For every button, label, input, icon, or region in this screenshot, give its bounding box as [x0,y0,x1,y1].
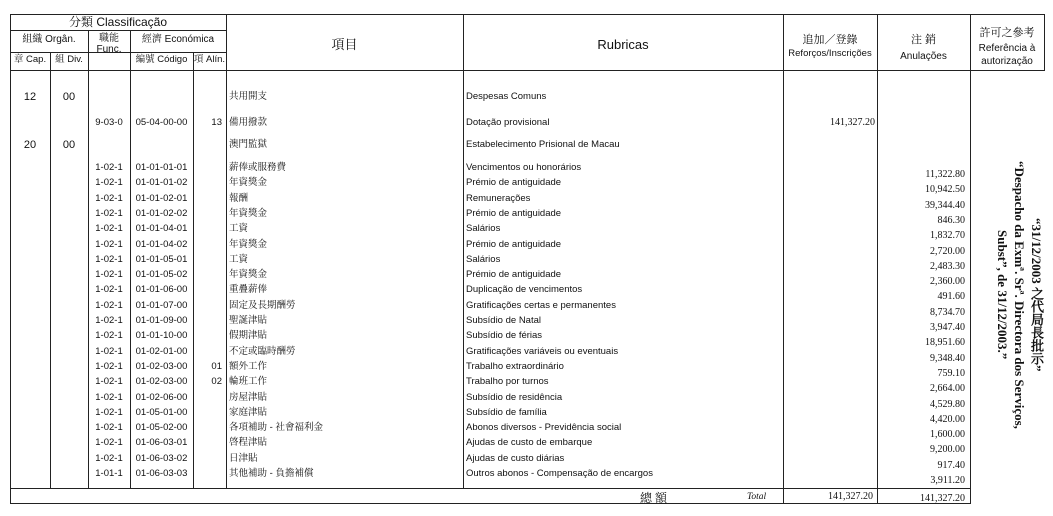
cell-anulacoes: 846.30 [937,214,965,226]
cell-rubrica: Trabalho extraordinário [466,360,564,372]
header-funcional-pt: Func. [96,44,122,55]
cell-item-zh: 房屋津貼 [229,391,268,403]
cell-rubrica: Salários [466,223,501,235]
cell-func: 1-02-1 [95,238,123,250]
col-border-right [1044,14,1045,70]
cell-item-zh: 薪俸或服務費 [229,162,287,173]
cell-anulacoes: 18,951.60 [925,337,965,349]
cell-anulacoes: 3,947.40 [930,322,965,333]
cell-func: 1-02-1 [95,177,123,189]
cell-rubrica: Outros abonos - Compensação de encargos [466,468,653,479]
cell-code: 01-02-01-00 [135,345,188,357]
cell-func: 1-02-1 [95,406,123,418]
header-ref-1: Referência à [978,43,1036,54]
cell-reforcos: 141,327.20 [830,117,875,128]
header-div: 組 Div. [55,54,83,65]
cell-item-zh: 其他補助 - 負擔補償 [229,468,314,479]
cell-code: 01-06-03-01 [135,437,188,449]
cell-rubrica: Vencimentos ou honorários [466,162,582,173]
table-bottom-border [10,503,970,504]
cell-rubrica: Trabalho por turnos [466,376,549,388]
cell-code: 01-01-02-01 [135,192,188,204]
cell-code: 01-01-04-01 [135,223,188,235]
cell-item-zh: 報酬 [229,192,249,204]
cell-code: 01-06-03-03 [135,468,188,479]
cell-anulacoes: 2,483.30 [930,260,965,272]
cell-anulacoes: 1,600.00 [930,429,965,441]
col-border-rubricas [783,14,784,504]
cell-item-zh: 各項補助 - 社會福利金 [229,422,323,434]
cell-item-zh: 固定及長期酬勞 [229,299,296,311]
cell-func: 1-02-1 [95,269,123,281]
header-ref-2: autorização [981,56,1033,67]
cell-item-zh: 工資 [229,223,249,235]
col-border-cap [50,52,51,488]
cell-item-zh: 日津貼 [229,452,258,464]
cell-code: 01-01-05-01 [135,253,188,265]
cell-item-zh: 啓程津貼 [229,437,268,449]
col-border-alin [226,14,227,488]
total-label-zh: 總 額 [640,491,668,505]
cell-anulacoes: 2,360.00 [930,276,965,288]
cell-func: 1-02-1 [95,345,123,357]
total-label-pt: Total [747,492,767,502]
cell-rubrica: Estabelecimento Prisional de Macau [466,139,620,150]
cell-code: 05-04-00-00 [135,117,188,128]
cell-func: 1-02-1 [95,360,123,372]
cell-code: 01-01-02-02 [135,207,188,219]
cell-rubrica: Gratificações variáveis ou eventuais [466,345,619,357]
cell-code: 01-01-07-00 [135,299,188,311]
cell-func: 1-02-1 [95,391,123,403]
cell-anulacoes: 8,734.70 [930,306,965,318]
cell-func: 1-01-1 [95,468,123,479]
cell-func: 1-02-1 [95,422,123,434]
cell-anulacoes: 9,200.00 [930,444,965,456]
cell-code: 01-01-10-00 [135,330,188,342]
header-bottom-border [10,70,1045,71]
cell-func: 1-02-1 [95,162,123,173]
header-funcional: 職能 [99,33,119,44]
cell-anulacoes: 11,322.80 [925,169,965,180]
authorization-note [985,150,1045,440]
cell-item-zh: 額外工作 [229,360,268,372]
cell-code: 01-01-05-02 [135,269,188,281]
cell-func: 1-02-1 [95,192,123,204]
header-alin: 項 Alín. [193,54,226,65]
cell-rubrica: Prémio de antiguidade [466,238,562,250]
col-border-anulacoes [970,14,971,504]
cell-code: 01-01-01-02 [135,177,188,189]
cell-code: 01-01-06-00 [135,284,188,296]
cell-func: 1-02-1 [95,315,123,326]
cell-item-zh: 共用開支 [229,91,268,102]
cell-func: 1-02-1 [95,376,123,388]
cell-rubrica: Despesas Comuns [466,91,547,102]
cell-item-zh: 年資獎金 [229,177,268,189]
header-item: 項目 [331,37,358,52]
cell-code: 01-02-03-00 [135,360,188,372]
cell-cap: 12 [23,91,37,103]
cell-func: 1-02-1 [95,452,123,464]
cell-rubrica: Subsídio de Natal [466,315,541,326]
cell-code: 01-05-02-00 [135,422,188,434]
total-reforcos: 141,327.20 [828,491,873,502]
header-anulacoes-zh: 注 銷 [910,34,937,46]
authorization-line-1: “31/12/2003 之代局長批示” [1029,218,1044,372]
cell-item-zh: 假期津貼 [229,330,268,342]
cell-rubrica: Remunerações [466,192,531,204]
cell-rubrica: Subsídio de férias [466,330,543,342]
cell-func: 9-03-0 [95,117,123,128]
header-reforcos-zh: 追加／登錄 [802,34,858,46]
cell-rubrica: Dotação provisional [466,117,550,128]
cell-func: 1-02-1 [95,284,123,296]
header-cap: 章 Cap. [13,54,47,65]
cell-rubrica: Ajudas de custo de embarque [466,437,593,449]
cell-item-zh: 聖誕津貼 [229,315,268,326]
cell-anulacoes: 2,720.00 [930,245,965,257]
cell-rubrica: Subsídio de família [466,406,547,418]
cell-rubrica: Abonos diversos - Previdência social [466,422,622,434]
cell-code: 01-01-09-00 [135,315,188,326]
cell-rubrica: Salários [466,253,501,265]
total-top-border [10,488,970,489]
header-ref-zh: 許可之參考 [979,27,1035,39]
authorization-line-3: Subst”, de 31/12/2003.” [995,230,1010,360]
col-border-item [463,14,464,488]
header-reforcos: Reforços/Inscrições [788,48,872,59]
cell-item-zh: 澳門監獄 [229,139,268,150]
header-rubricas: Rubricas [597,37,649,52]
cell-anulacoes: 759.10 [937,367,965,379]
cell-code: 01-01-01-01 [135,162,188,173]
cell-func: 1-02-1 [95,330,123,342]
cell-cap: 20 [23,139,37,151]
header-anulacoes: Anulações [900,51,947,62]
cell-func: 1-02-1 [95,223,123,235]
cell-alin: 13 [211,117,222,128]
cell-anulacoes: 4,529.80 [930,398,965,410]
cell-code: 01-06-03-02 [135,452,188,464]
cell-anulacoes: 9,348.40 [930,352,965,364]
authorization-line-2: “Despacho da Exmª. Srª. Directora dos Serviços, [1012,161,1027,429]
cell-rubrica: Gratificações certas e permanentes [466,299,616,311]
cell-rubrica: Duplicação de vencimentos [466,284,583,296]
header-codigo: 編號 Código [135,54,188,65]
cell-item-zh: 家庭津貼 [229,406,268,418]
cell-func: 1-02-1 [95,207,123,219]
cell-item-zh: 輪班工作 [229,376,268,388]
cell-alin: 02 [211,376,222,388]
cell-code: 01-02-06-00 [135,391,188,403]
cell-rubrica: Prémio de antiguidade [466,269,562,281]
cell-item-zh: 工資 [229,253,249,265]
cell-item-zh: 重疊薪俸 [229,284,268,296]
col-border-left [10,14,11,504]
cell-func: 1-02-1 [95,437,123,449]
cell-anulacoes: 39,344.40 [925,199,965,211]
cell-anulacoes: 917.40 [937,459,965,471]
cell-div: 00 [62,139,76,151]
cell-anulacoes: 3,911.20 [930,475,965,486]
header-sub-line [10,30,226,31]
header-economica: 經濟 Económica [141,34,215,45]
cell-code: 01-02-03-00 [135,376,188,388]
cell-anulacoes: 4,420.00 [930,413,965,425]
cell-rubrica: Prémio de antiguidade [466,177,562,189]
cell-code: 01-05-01-00 [135,406,188,418]
cell-anulacoes: 491.60 [937,291,965,303]
cell-rubrica: Ajudas de custo diárias [466,452,565,464]
cell-code: 01-01-04-02 [135,238,188,250]
header-classificacao: 分類 Classificação [68,15,168,29]
cell-item-zh: 備用撥款 [229,117,268,128]
cell-rubrica: Subsídio de residência [466,391,563,403]
cell-item-zh: 年資獎金 [229,269,268,281]
header-organica: 組織 Orgân. [22,34,76,45]
cell-rubrica: Prémio de antiguidade [466,207,562,219]
cell-anulacoes: 2,664.00 [930,383,965,395]
cell-item-zh: 年資獎金 [229,238,268,250]
cell-anulacoes: 1,832.70 [930,230,965,242]
cell-alin: 01 [211,360,222,372]
cell-anulacoes: 10,942.50 [925,184,965,196]
total-anulacoes: 141,327.20 [920,493,965,504]
cell-item-zh: 年資獎金 [229,207,268,219]
cell-item-zh: 不定或臨時酬勞 [229,345,296,357]
cell-div: 00 [62,91,76,103]
cell-func: 1-02-1 [95,253,123,265]
cell-func: 1-02-1 [95,299,123,311]
